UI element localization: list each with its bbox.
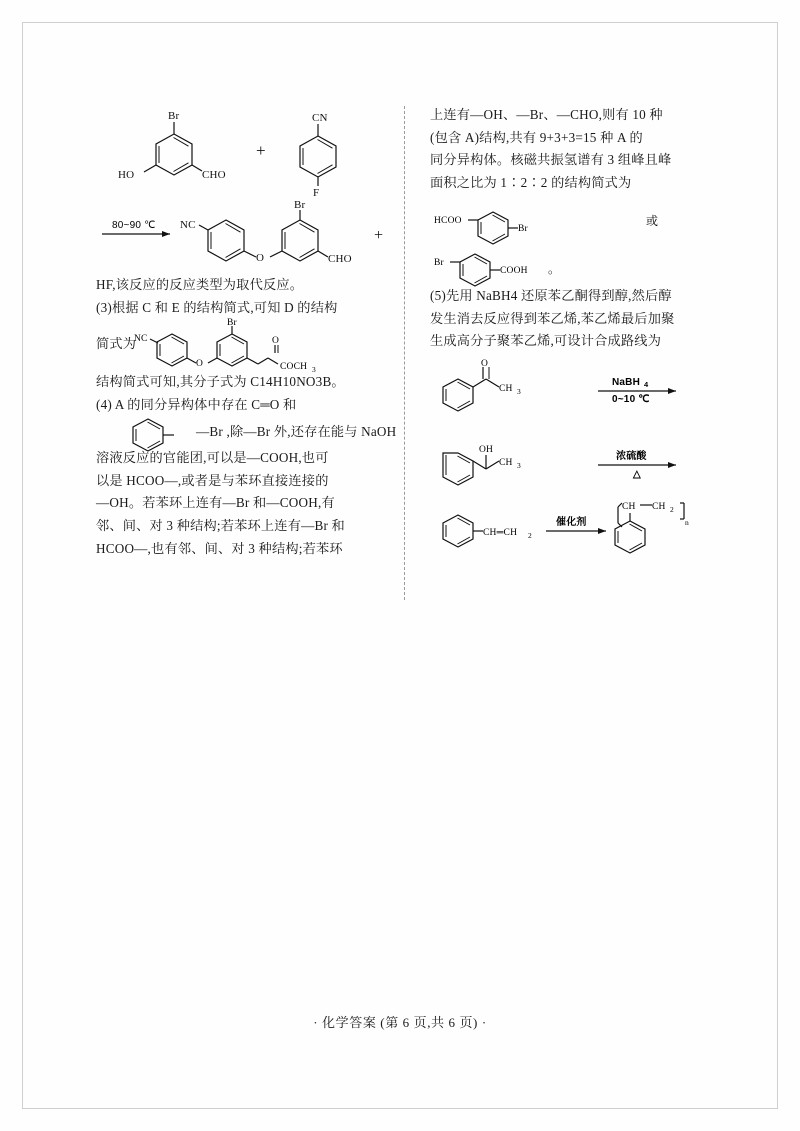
label-ch3-1-sub: 3 (517, 386, 521, 396)
product-structure (180, 199, 352, 265)
label-temp-0-10: 0~10 ℃ (612, 393, 650, 405)
two-column-body (96, 104, 716, 567)
acetophenone-structure (443, 359, 521, 411)
label-ketone-o: O (481, 358, 489, 369)
text-item-4f: 邻、间、对 3 种结构;若苯环上连有—Br 和 (96, 517, 345, 533)
styrene-structure (443, 515, 532, 547)
text-item-4e: —OH。若苯环上连有—Br 和—COOH,有 (96, 495, 335, 511)
label-concentrated-sulfuric-acid: 浓硫酸 (616, 450, 647, 462)
label-br-product: Br (294, 199, 306, 211)
text-d-tail-lead: 结构简式可知,其分子式为 C (96, 374, 260, 390)
left-column (96, 104, 404, 567)
structure-d-line (96, 318, 392, 375)
isomer-structure-2-row (430, 241, 716, 281)
formula-f-sub3: 3 (315, 374, 323, 390)
plus-sign-1: + (256, 141, 266, 160)
label-br-d: Br (227, 318, 237, 329)
text-right-3: 同分异构体。核磁共振氢谱有 3 组峰且峰 (430, 152, 672, 168)
label-cho: CHO (202, 169, 226, 181)
condition-temperature: 80~90 ℃ (112, 220, 156, 231)
formula-f-sub2: 10 (282, 374, 297, 390)
reaction-arrow-3 (546, 515, 606, 534)
synthesis-route (430, 357, 716, 567)
text-right-5-inner: (5)先用 NaBH4 还原苯乙酮得到醇,然后醇 (430, 287, 672, 303)
plus-sign-2: + (374, 227, 384, 244)
label-poly-ch: CH (622, 501, 636, 512)
label-br-isomer1: Br (518, 223, 528, 234)
label-f: F (313, 187, 320, 199)
label-ch2-sub: 2 (528, 530, 532, 540)
benzene-br-inline-line (96, 417, 397, 447)
text-item-4d: 以是 HCOO—,或者是与苯环直接连接的 (96, 472, 329, 488)
isomer-structure-1-row (430, 199, 716, 239)
text-hf-line: HF,该反应的反应类型为取代反应。 (96, 277, 304, 292)
label-nabh4: NaBH (612, 376, 641, 388)
formula-f-sub1: 14 (259, 374, 273, 390)
label-ho: HO (118, 169, 135, 181)
label-poly-n: n (685, 517, 689, 527)
label-ch-ch2: CH═CH (483, 527, 518, 538)
label-cooch3-sub: 3 (312, 365, 316, 375)
text-right-4: 面积之比为 1∶2∶2 的结构简式为 (430, 175, 632, 191)
text-item-4b: —Br ,除—Br 外,还存在能与 NaOH (196, 423, 397, 439)
text-d-tail: 结构简式可知,其分子式为 C14H10NO3B。 (96, 374, 345, 390)
text-right-1: 上连有—OH、—Br、—CHO,则有 10 种 (430, 107, 663, 122)
reaction-arrow-1 (598, 377, 676, 405)
label-or: 或 (646, 213, 659, 228)
label-cho-product: CHO (328, 253, 352, 265)
text-item-3: (3)根据 C 和 E 的结构简式,可知 D 的结构 (96, 299, 338, 315)
polystyrene-structure (615, 502, 689, 553)
reaction-scheme-top (96, 106, 392, 198)
label-period: 。 (548, 261, 561, 276)
structure-d-drawing (134, 318, 316, 374)
text-right-5 (430, 285, 716, 308)
label-delta: △ (633, 468, 641, 480)
text-item-4c: 溶液反应的官能团,可以是—COOH,也可 (96, 449, 329, 465)
structure-d-lead: 简式为 (96, 336, 137, 352)
label-ch3-2-sub: 3 (517, 460, 521, 470)
text-item-4g: HCOO—,也有邻、间、对 3 种结构;若苯环 (96, 540, 343, 556)
label-nc-d: NC (134, 334, 148, 345)
label-br: Br (168, 110, 180, 122)
label-cooch3-d: COCH (280, 362, 308, 373)
reaction-scheme-product (96, 200, 392, 274)
label-ch3-2: CH (499, 457, 513, 468)
reagent-1-structure (118, 110, 226, 181)
label-carbonyl-o-d: O (272, 336, 280, 347)
label-cn: CN (312, 112, 328, 124)
right-column (404, 104, 716, 567)
text-right-6: 发生消去反应得到苯乙烯,苯乙烯最后加聚 (430, 310, 675, 326)
label-ether-o: O (256, 252, 265, 264)
label-nabh4-sub: 4 (644, 379, 649, 389)
label-poly-ch2-sub: 2 (670, 504, 674, 514)
label-nc-product: NC (180, 219, 196, 231)
label-oh-2: OH (479, 444, 494, 455)
label-catalyst: 催化剂 (556, 516, 587, 528)
phenylethanol-structure (443, 445, 521, 485)
label-hcoo: HCOO (434, 215, 462, 226)
text-right-2: (包含 A)结构,共有 9+3+3=15 种 A 的 (430, 129, 643, 145)
text-right-7: 生成高分子聚苯乙烯,可设计合成路线为 (430, 333, 662, 349)
reaction-arrow-2 (598, 449, 676, 480)
reagent-2-structure (300, 112, 336, 199)
text-item-4a: (4) A 的同分异构体中存在 C═O 和 (96, 397, 297, 413)
label-ch3-1: CH (499, 383, 513, 394)
label-cooh-isomer2: COOH (500, 265, 528, 276)
label-o-d: O (196, 359, 204, 370)
page-footer: · 化学答案 (第 6 页,共 6 页) · (313, 1015, 487, 1030)
label-br-isomer2: Br (434, 257, 444, 268)
label-poly-ch2: CH (652, 501, 666, 512)
